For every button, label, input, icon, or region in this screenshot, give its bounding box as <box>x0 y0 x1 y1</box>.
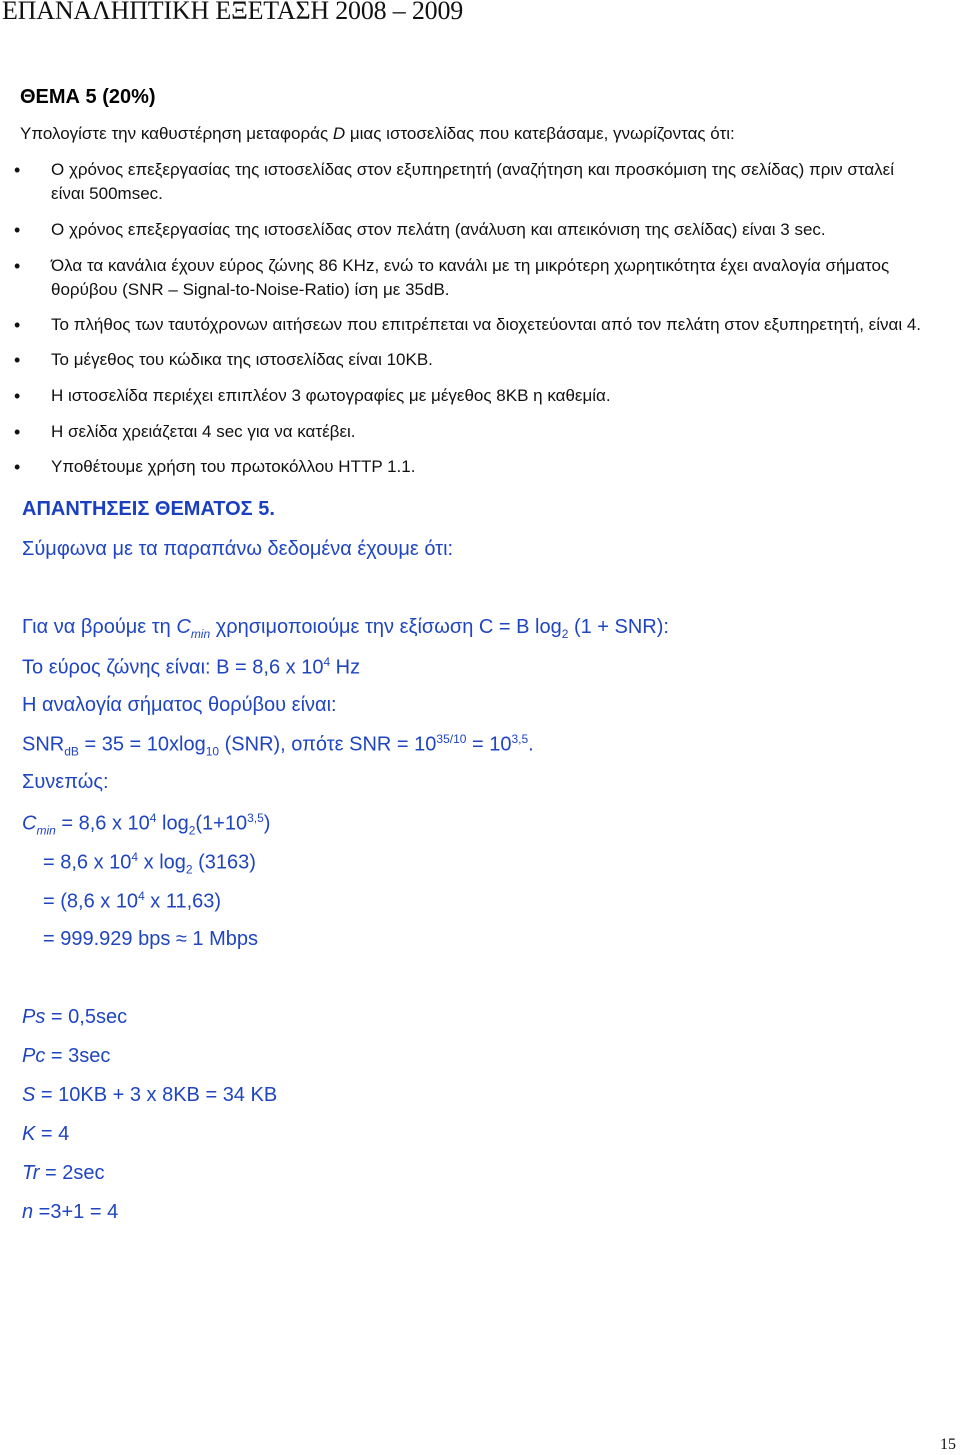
page-header: ΕΠΑΝΑΛΗΠΤΙΚΗ ΕΞΕΤΑΣΗ 2008 – 2009 <box>2 0 464 25</box>
bullet-icon: • <box>14 315 21 335</box>
intro-variable: D <box>332 124 346 143</box>
bandwidth-line: Το εύρος ζώνης είναι: B = 8,6 x $10^4$ Hz <box>22 655 361 679</box>
topic-intro <box>20 124 735 144</box>
var-pc: Pc = 3sec <box>22 1045 111 1067</box>
calc-line-4: = 999.929 bps ≈ 1 Mbps <box>43 928 259 950</box>
calc-line-3: = (8,6 x $10^4$ x 11,63) <box>43 889 222 913</box>
topic-title: ΘΕΜΑ 5 (20%) <box>20 86 156 108</box>
calc-line-1: $C_{min} = 8,6$ x $10^4$ $\log_2(1+10^{3,5})$ <box>22 811 271 838</box>
page-number: 15 <box>940 1436 956 1453</box>
answers-title: ΑΠΑΝΤΗΣΕΙΣ ΘΕΜΑΤΟΣ 5. <box>22 498 275 520</box>
bullet-icon: • <box>14 386 21 406</box>
therefore-label: Συνεπώς: <box>22 771 109 793</box>
snr-label: Η αναλογία σήματος θορύβου είναι: <box>22 694 337 716</box>
var-ps: Ps = 0,5sec <box>22 1006 128 1028</box>
calc-line-2: = 8,6 x $10^4$ x $\log_2 (3163)$ <box>43 850 256 877</box>
snr-line: $SNR_{dB} = 35 = 10xlog_{10}$ (SNR), οπότε SNR = $10^{35/10} = 10^{3,5}$. <box>22 732 534 759</box>
bullet-icon: • <box>14 457 21 477</box>
var-tr: Tr = 2sec <box>22 1162 105 1184</box>
bullet-icon: • <box>14 256 21 276</box>
bullet-icon: • <box>14 422 21 442</box>
var-n: n =3+1 = 4 <box>22 1201 119 1223</box>
intro-text-b: μιας ιστοσελίδας που κατεβάσαμε, γνωρίζοντας ότι: <box>345 124 735 143</box>
capacity-formula-line: Για να βρούμε τη $C_{min}$ χρησιμοποιούμε την εξίσωση C = B $\log_2 (1 + SNR)$: <box>22 616 669 641</box>
bullet-icon: • <box>14 220 21 240</box>
bullet-icon: • <box>14 350 21 370</box>
var-k: K = 4 <box>22 1123 70 1145</box>
intro-text-a: Υπολογίστε την καθυστέρηση μεταφοράς <box>20 124 333 143</box>
var-s: S = 10KB + 3 x 8KB = 34 KB <box>22 1084 278 1106</box>
answers-intro: Σύμφωνα με τα παραπάνω δεδομένα έχουμε ότι: <box>22 538 454 560</box>
bullet-icon: • <box>14 160 21 180</box>
